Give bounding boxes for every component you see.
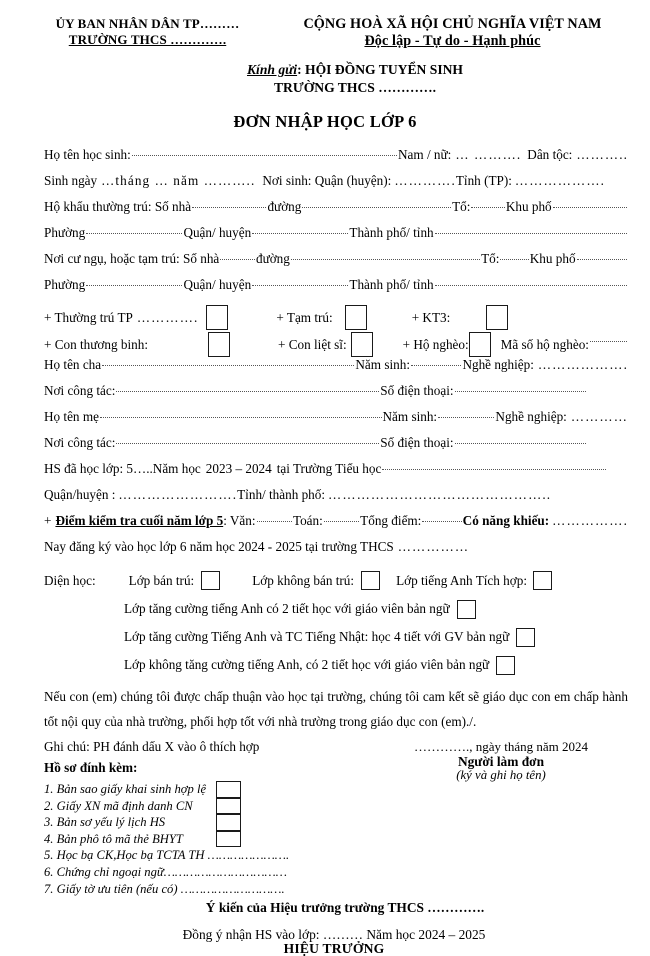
- authority-line-2: TRƯỜNG THCS ………….: [68, 32, 227, 47]
- kt3-label: + KT3:: [411, 309, 451, 325]
- row-option-enhanced-english: [124, 595, 628, 623]
- father-phone-label: Số điện thoại:: [380, 383, 454, 399]
- commitment-paragraph: Nếu con (em) chúng tôi được chấp thuận vào học tại trường, chúng tôi cam kết sẽ giáo dục con em chấp hành tốt nội quy của nhà trường, phối hợp tốt với nhà trường trong giáo dục con (em)./.: [44, 689, 628, 729]
- permanent-district-input[interactable]: [252, 233, 348, 234]
- principal-block: [0, 901, 650, 955]
- birth-place-input[interactable]: ………….: [394, 173, 456, 189]
- signature-column: [374, 740, 628, 897]
- checkbox-war-invalid-child[interactable]: [208, 332, 230, 357]
- total-score-label: Tổng điểm:: [360, 513, 422, 529]
- applicant-signature-note: (ký và ghi họ tên): [456, 768, 546, 783]
- scores-title: Điểm kiểm tra cuối năm lớp 5: [55, 513, 224, 529]
- list-item: 3. Bản sơ yếu lý lịch HS: [44, 815, 166, 830]
- poor-household-code-label: Mã số hộ nghèo:: [500, 336, 589, 352]
- previous-province-label: Tỉnh/ thành phố:: [237, 487, 326, 503]
- country-name: CỘNG HOÀ XÃ HỘI CHỦ NGHĨA VIỆT NAM: [303, 16, 602, 32]
- father-phone-input[interactable]: [455, 391, 586, 392]
- temporary-street-label: đường: [255, 251, 290, 267]
- temporary-city-input[interactable]: [435, 285, 627, 286]
- option-integrated-english-label: Lớp tiếng Anh Tích hợp:: [396, 572, 527, 588]
- row-mother-workplace: [44, 436, 628, 462]
- temporary-house-label: Nơi cư ngụ, hoặc tạm trú: Số nhà: [44, 251, 220, 267]
- option-enhanced-english-label: Lớp tăng cường tiếng Anh có 2 tiết học với giáo viên bản ngữ: [124, 601, 450, 617]
- permanent-city-input[interactable]: [435, 233, 627, 234]
- row-father-name: [44, 358, 628, 384]
- row-student-name: [44, 148, 628, 174]
- permanent-quarter-input[interactable]: [553, 207, 627, 208]
- temporary-ward-label: Phường: [44, 277, 86, 293]
- checkbox-option-integrated-english[interactable]: [533, 571, 552, 590]
- father-occupation-label: Nghề nghiệp:: [462, 357, 534, 373]
- father-birth-year-label: Năm sinh:: [355, 357, 410, 373]
- list-item: 1. Bản sao giấy khai sinh hợp lệ: [44, 781, 207, 796]
- principal-title: HIỆU TRƯỞNG: [283, 940, 385, 956]
- father-birth-year-input[interactable]: [411, 365, 461, 366]
- class-options-group-label: Diện học:: [44, 572, 96, 588]
- recipient-line-2: TRƯỜNG THCS ………….: [273, 80, 436, 95]
- birth-province-input[interactable]: ……………….: [514, 173, 606, 189]
- gender-label: Nam / nữ:: [398, 147, 452, 163]
- recipient-prefix: Kính gửi: [246, 62, 298, 78]
- permanent-street-input[interactable]: [302, 207, 451, 208]
- father-workplace-label: Nơi công tác:: [44, 383, 116, 399]
- student-name-input[interactable]: [132, 155, 397, 156]
- checkbox-kt3[interactable]: [486, 305, 508, 330]
- mother-workplace-input[interactable]: [116, 443, 379, 444]
- issuing-authority: [20, 17, 275, 48]
- permanent-ward-input[interactable]: [86, 233, 182, 234]
- checkbox-option-english-japanese[interactable]: [516, 628, 535, 647]
- father-name-input[interactable]: [102, 365, 354, 366]
- registration-text: Nay đăng ký vào học lớp 6 năm học 2024 - 2025 tại trường THCS: [44, 539, 394, 555]
- checkbox-attachment-student-record[interactable]: [216, 814, 241, 831]
- checkbox-martyr-child[interactable]: [351, 332, 373, 357]
- checkbox-attachment-health-insurance[interactable]: [216, 831, 241, 848]
- registration-school-input[interactable]: ……………: [397, 539, 470, 555]
- row-previous-school: [44, 462, 628, 488]
- row-residency-status-1: [44, 304, 628, 331]
- scores-prefix: +: [44, 513, 52, 529]
- previous-school-label: tại Trường Tiểu học: [276, 461, 382, 477]
- poor-household-code-input[interactable]: [590, 341, 627, 342]
- temporary-quarter-input[interactable]: [577, 259, 627, 260]
- permanent-residency-label: + Thường trú TP: [44, 309, 133, 325]
- permanent-district-label: Quận/ huyện: [183, 225, 252, 241]
- list-item: 4. Bản phô tô mã thẻ BHYT: [44, 831, 183, 846]
- applicant-label: Người làm đơn: [457, 753, 545, 769]
- permanent-residency-dots: ………….: [136, 309, 199, 325]
- permanent-group-label: Tổ:: [452, 199, 471, 215]
- father-name-label: Họ tên cha: [44, 357, 102, 373]
- checkbox-option-non-boarding[interactable]: [361, 571, 380, 590]
- permanent-house-label: Hộ khẩu thường trú: Số nhà: [44, 199, 192, 215]
- temporary-group-label: Tổ:: [481, 251, 500, 267]
- checkbox-option-standard-english[interactable]: [496, 656, 515, 675]
- attachments-list: [44, 781, 374, 897]
- attachments-column: [44, 740, 374, 897]
- page-title: ĐƠN NHẬP HỌC LỚP 6: [233, 111, 417, 131]
- checkbox-option-enhanced-english[interactable]: [457, 600, 476, 619]
- checkbox-attachment-id-confirmation[interactable]: [216, 798, 241, 815]
- previous-province-input[interactable]: ………………………………………..: [328, 487, 552, 503]
- previous-school-input[interactable]: [382, 469, 606, 470]
- mother-phone-label: Số điện thoại:: [380, 435, 454, 451]
- footer-section: [0, 740, 650, 897]
- mother-name-label: Họ tên mẹ: [44, 409, 99, 425]
- principal-opinion-label: Ý kiến của Hiệu trưởng trường THCS ………….: [205, 900, 485, 916]
- principal-agreement-text[interactable]: Đồng ý nhận HS vào lớp: ……… Năm học 2024 – 2025: [182, 926, 486, 942]
- gender-input[interactable]: … ……….: [455, 147, 522, 163]
- mother-phone-input[interactable]: [455, 443, 586, 444]
- national-heading: [275, 17, 630, 48]
- row-temporary-ward: [44, 278, 628, 304]
- permanent-ward-label: Phường: [44, 225, 86, 241]
- previous-district-input[interactable]: …………………….: [118, 487, 238, 503]
- list-item: 7. Giấy tờ ưu tiên (nếu có) ……………………….: [44, 881, 285, 896]
- mother-occupation-label: Nghề nghiệp:: [495, 409, 567, 425]
- mother-occupation-input[interactable]: …………: [570, 409, 628, 425]
- war-invalid-child-label: + Con thương binh:: [44, 336, 148, 352]
- literature-score-input[interactable]: [257, 521, 292, 522]
- mother-workplace-label: Nơi công tác:: [44, 435, 116, 451]
- row-scores: [44, 514, 628, 540]
- talent-label: Có năng khiếu:: [462, 513, 550, 529]
- total-score-input[interactable]: [422, 521, 461, 522]
- row-previous-district: [44, 488, 628, 514]
- temporary-house-input[interactable]: [220, 259, 255, 260]
- permanent-quarter-label: Khu phố: [505, 199, 552, 215]
- math-score-input[interactable]: [324, 521, 359, 522]
- recipient-block: [0, 63, 650, 94]
- math-label: Toán:: [292, 513, 323, 529]
- option-non-boarding-label: Lớp không bán trú:: [252, 572, 355, 588]
- poor-household-label: + Hộ nghèo:: [402, 336, 469, 352]
- previous-school-year: 2023 – 2024: [205, 461, 272, 477]
- previous-grade-label: HS đã học lớp: 5…..Năm học: [44, 461, 201, 477]
- birth-date-label: Sinh ngày: [44, 173, 98, 189]
- checkbox-option-boarding[interactable]: [201, 571, 220, 590]
- checkbox-temporary-residency[interactable]: [345, 305, 367, 330]
- temporary-group-input[interactable]: [500, 259, 528, 260]
- row-father-workplace: [44, 384, 628, 410]
- temporary-ward-input[interactable]: [86, 285, 182, 286]
- permanent-house-input[interactable]: [192, 207, 266, 208]
- row-option-english-japanese: [124, 623, 628, 651]
- form-body: [0, 148, 650, 679]
- temporary-street-input[interactable]: [291, 259, 480, 260]
- birth-province-label: Tỉnh (TP):: [455, 173, 512, 189]
- literature-label: : Văn:: [223, 513, 256, 529]
- recipient-council: : HỘI ĐỒNG TUYỂN SINH: [297, 62, 463, 78]
- birth-place-label: Nơi sinh: Quận (huyện):: [262, 173, 392, 189]
- temporary-district-input[interactable]: [252, 285, 348, 286]
- temporary-district-label: Quận/ huyện: [183, 277, 252, 293]
- temporary-residency-label: + Tạm trú:: [276, 309, 333, 325]
- row-registration: [44, 540, 628, 566]
- signature-date-line[interactable]: …………., ngày tháng năm 2024: [413, 738, 589, 754]
- row-option-standard-english: [124, 651, 628, 679]
- option-english-japanese-label: Lớp tăng cường Tiếng Anh và TC Tiếng Nhật: học 4 tiết với GV bản ngữ: [124, 629, 510, 645]
- mother-birth-year-label: Năm sinh:: [382, 409, 438, 425]
- list-item: 6. Chứng chỉ ngoại ngữ……………………………: [44, 864, 287, 879]
- mother-birth-year-input[interactable]: [438, 417, 494, 418]
- checkbox-poor-household[interactable]: [469, 332, 491, 357]
- mother-name-input[interactable]: [100, 417, 382, 418]
- national-motto: Độc lập - Tự do - Hạnh phúc: [364, 33, 541, 50]
- authority-line-1: ỦY BAN NHÂN DÂN TP………: [55, 16, 240, 31]
- row-birth: [44, 174, 628, 200]
- ethnicity-input[interactable]: ………..: [576, 147, 628, 163]
- attachment-checkbox-column: [216, 781, 241, 847]
- temporary-quarter-label: Khu phố: [529, 251, 576, 267]
- list-item: 2. Giấy XN mã định danh CN: [44, 798, 193, 813]
- row-permanent-house: [44, 200, 628, 226]
- recipient-line-1: [60, 63, 650, 77]
- option-boarding-label: Lớp bán trú:: [128, 572, 195, 588]
- permanent-street-label: đường: [267, 199, 302, 215]
- row-residency-status-2: [44, 331, 628, 358]
- row-temporary-house: [44, 252, 628, 278]
- row-mother-name: [44, 410, 628, 436]
- option-standard-english-label: Lớp không tăng cường tiếng Anh, có 2 tiết học với giáo viên bản ngữ: [124, 657, 490, 673]
- attachments-title: Hồ sơ đính kèm:: [44, 759, 138, 775]
- martyr-child-label: + Con liệt sĩ:: [278, 336, 347, 352]
- father-workplace-input[interactable]: [116, 391, 379, 392]
- class-options-stacked: [44, 595, 628, 679]
- permanent-city-label: Thành phố/ tỉnh: [349, 225, 434, 241]
- row-permanent-ward: [44, 226, 628, 252]
- talent-input[interactable]: …………….: [552, 513, 628, 529]
- note-text: Ghi chú: PH đánh dấu X vào ô thích hợp: [44, 738, 260, 754]
- row-class-options-inline: [44, 566, 628, 595]
- checkbox-attachment-birth-certificate[interactable]: [216, 781, 241, 798]
- birth-date-input[interactable]: …tháng … năm ………..: [101, 173, 256, 189]
- previous-district-label: Quận/huyện :: [44, 487, 116, 503]
- temporary-city-label: Thành phố/ tỉnh: [349, 277, 434, 293]
- father-occupation-input[interactable]: ……………….: [537, 357, 628, 373]
- list-item: 5. Học bạ CK,Học bạ TCTA TH ………………….: [44, 848, 290, 863]
- document-header: [0, 0, 650, 48]
- ethnicity-label: Dân tộc:: [527, 147, 573, 163]
- permanent-group-input[interactable]: [471, 207, 504, 208]
- checkbox-permanent-residency[interactable]: [206, 305, 228, 330]
- student-name-label: Họ tên học sinh:: [44, 147, 131, 163]
